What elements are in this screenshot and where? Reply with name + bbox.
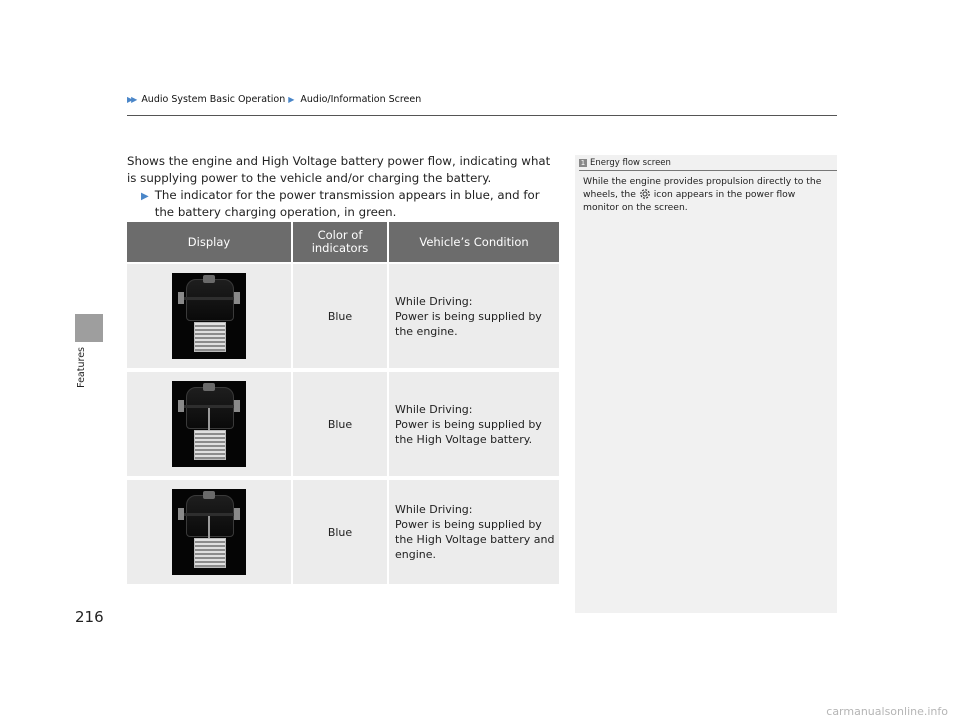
sidebar-note <box>575 155 837 613</box>
table-row <box>127 264 559 368</box>
display-cell <box>127 372 293 476</box>
table-row <box>127 480 559 584</box>
condition-cell <box>389 264 559 368</box>
sidebar-title <box>579 158 671 168</box>
column-header-display: Display <box>127 222 293 262</box>
condition-title: While Driving: <box>395 503 473 516</box>
color-cell: Blue <box>293 264 389 368</box>
sidebar-title-text: Energy flow screen <box>590 158 671 168</box>
sidebar-divider <box>579 170 837 171</box>
watermark: carmanualsonline.info <box>826 705 948 718</box>
condition-text: Power is being supplied by the engine. <box>395 309 542 338</box>
display-cell <box>127 264 293 368</box>
condition-text: Power is being supplied by the High Voltage battery and engine. <box>395 518 555 561</box>
condition-cell <box>389 372 559 476</box>
sidebar-text <box>583 175 833 214</box>
page-number: 216 <box>75 608 104 626</box>
intro-note-text: The indicator for the power transmission appears in blue, and for the battery charging operation, in green. <box>154 188 540 219</box>
intro-note <box>127 187 557 221</box>
sidebar-text-part1: While the engine provides propulsion directly to the wheels, the <box>583 176 822 200</box>
power-flow-battery-engine-image <box>172 489 246 575</box>
condition-text: Power is being supplied by the High Voltage battery. <box>395 417 542 446</box>
color-cell: Blue <box>293 480 389 584</box>
column-header-condition: Vehicle’s Condition <box>419 234 529 249</box>
section-label: Features <box>76 347 87 388</box>
gear-icon <box>639 188 651 200</box>
breadcrumb-item-audio-info-screen[interactable]: Audio/Information Screen <box>300 94 422 105</box>
color-cell: Blue <box>293 372 389 476</box>
power-flow-engine-image <box>172 273 246 359</box>
indicator-table <box>127 222 559 584</box>
section-tab <box>75 314 103 342</box>
note-arrow-icon: ▶ <box>141 191 149 202</box>
column-header-color: Color of indicators <box>293 222 389 262</box>
condition-title: While Driving: <box>395 402 473 416</box>
table-header <box>127 222 559 262</box>
sidebar-text-part2: icon appears in the power flow monitor on the screen. <box>583 189 796 213</box>
power-flow-battery-image <box>172 381 246 467</box>
display-cell <box>127 480 293 584</box>
table-row <box>127 372 559 476</box>
header-divider <box>127 115 837 116</box>
condition-cell <box>389 480 559 584</box>
breadcrumb-arrow-icon: ▶▶ <box>127 95 136 104</box>
breadcrumb-item-audio-system[interactable]: Audio System Basic Operation <box>141 94 286 105</box>
breadcrumb-arrow-icon: ▶ <box>288 95 295 104</box>
note-number-badge: 1 <box>580 159 586 167</box>
intro-paragraph: Shows the engine and High Voltage battery power flow, indicating what is supplying power to the vehicle and/or charging the battery. <box>127 154 551 185</box>
intro-text <box>127 153 557 221</box>
breadcrumb <box>127 94 421 105</box>
condition-title: While Driving: <box>395 294 473 308</box>
